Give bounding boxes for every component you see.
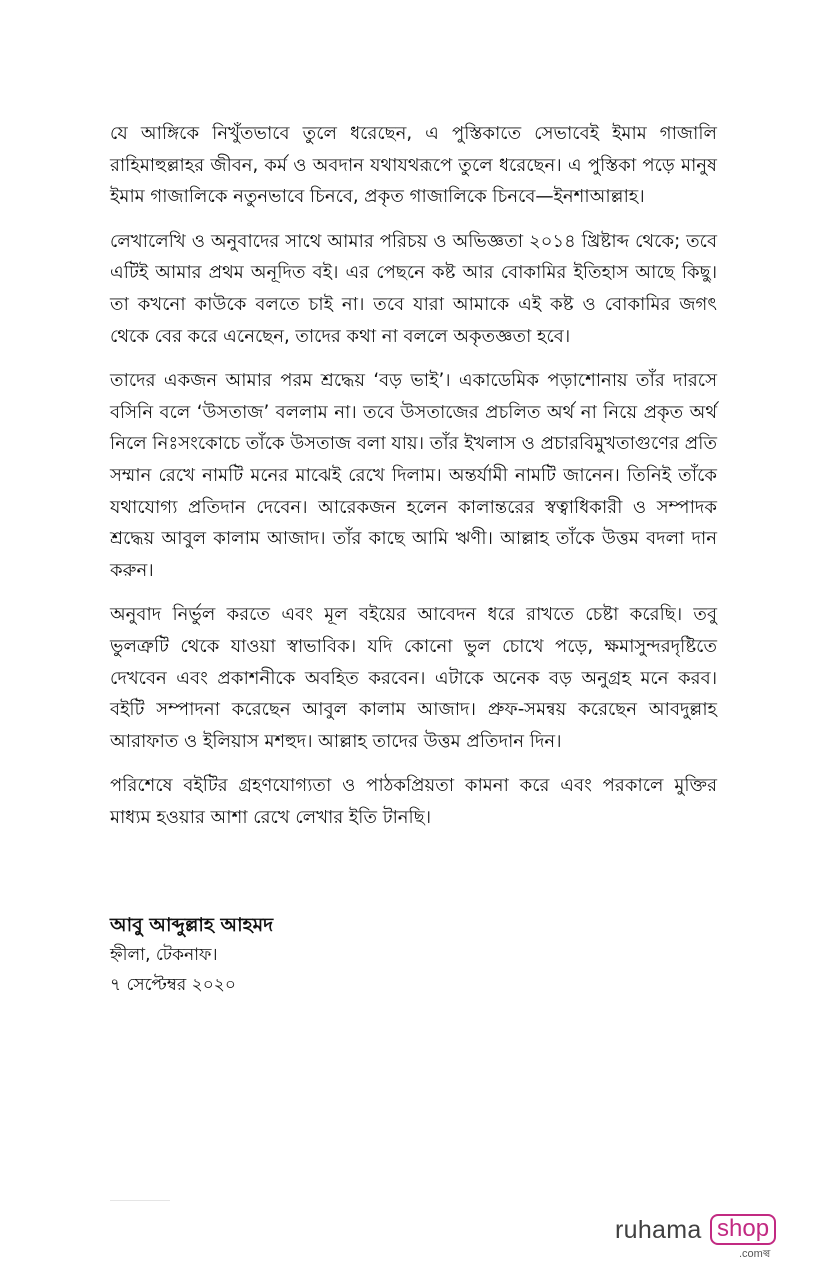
signature-block [110, 910, 717, 1000]
author-place: হ্নীলা, টেকনাফ। [110, 945, 218, 965]
paragraph-2: লেখালেখি ও অনুবাদের সাথে আমার পরিচয় ও অভিজ্ঞতা ২০১৪ খ্রিষ্টাব্দ থেকে; তবে এটিই আমার প্রথম অনূদিত বই। এর পেছনে কষ্ট আর বোকামির ইতিহাস আছে কিছু। তা কখনো কাউকে বলতে চাই না। তবে যারা আমাকে এই কষ্ট ও বোকামির জগৎ থেকে বের করে এনেছেন, তাদের কথা না বললে অকৃতজ্ঞতা হবে। [110, 230, 717, 347]
logo-text-shop: shop [717, 1215, 770, 1242]
logo-shop-badge [710, 1214, 776, 1245]
ruhamashop-logo [615, 1210, 780, 1262]
author-name: আবু আব্দুল্লাহ আহমদ [110, 914, 274, 936]
footnote-divider [110, 1200, 170, 1201]
logo-domain-text: .comল্ব [739, 1248, 771, 1260]
preface-body [110, 118, 717, 846]
paragraph-3: তাদের একজন আমার পরম শ্রদ্ধেয় ‘বড় ভাই’। একাডেমিক পড়াশোনায় তাঁর দারসে বসিনি বলে ‘উসতাজ’ বললাম না। তবে উসতাজের প্রচলিত অর্থ না নিয়ে প্রকৃত অর্থ নিলে নিঃসংকোচে তাঁকে উসতাজ বলা যায়। তাঁর ইখলাস ও প্রচারবিমুখতাগুণের প্রতি সম্মান রেখে নামটি মনের মাঝেই রেখে দিলাম। অন্তর্যামী নামটি জানেন। তিনিই তাঁকে যথাযোগ্য প্রতিদান দেবেন। আরেকজন হলেন কালান্তরের স্বত্বাধিকারী ও সম্পাদক শ্রদ্ধেয় আবুল কালাম আজাদ। তাঁর কাছে আমি ঋণী। আল্লাহ তাঁকে উত্তম বদলা দান করুন। [110, 370, 717, 581]
paragraph-1: যে আঙ্গিকে নিখুঁতভাবে তুলে ধরেছেন, এ পুস্তিকাতে সেভাবেই ইমাম গাজালি রাহিমাহুল্লাহর জীবন, কর্ম ও অবদান যথাযথরূপে তুলে ধরেছেন। এ পুস্তিকা পড়ে মানুষ ইমাম গাজালিকে নতুনভাবে চিনবে, প্রকৃত গাজালিকে চিনবে—ইনশাআল্লাহ। [110, 123, 717, 208]
logo-text-ruhama: ruhama [615, 1216, 702, 1244]
signature-date: ৭ সেপ্টেম্বর ২০২০ [110, 975, 236, 995]
paragraph-5: পরিশেষে বইটির গ্রহণযোগ্যতা ও পাঠকপ্রিয়তা কামনা করে এবং পরকালে মুক্তির মাধ্যম হওয়ার আশা রেখে লেখার ইতি টানছি। [110, 775, 717, 828]
paragraph-4: অনুবাদ নির্ভুল করতে এবং মূল বইয়ের আবেদন ধরে রাখতে চেষ্টা করেছি। তবু ভুলত্রুটি থেকে যাওয়া স্বাভাবিক। যদি কোনো ভুল চোখে পড়ে, ক্ষমাসুন্দরদৃষ্টিতে দেখবেন এবং প্রকাশনীকে অবহিত করবেন। এটাকে অনেক বড় অনুগ্রহ মনে করব। বইটি সম্পাদনা করেছেন আবুল কালাম আজাদ। প্রুফ-সমন্বয় করেছেন আবদুল্লাহ আরাফাত ও ইলিয়াস মশহুদ। আল্লাহ তাদের উত্তম প্রতিদান দিন। [110, 604, 717, 752]
